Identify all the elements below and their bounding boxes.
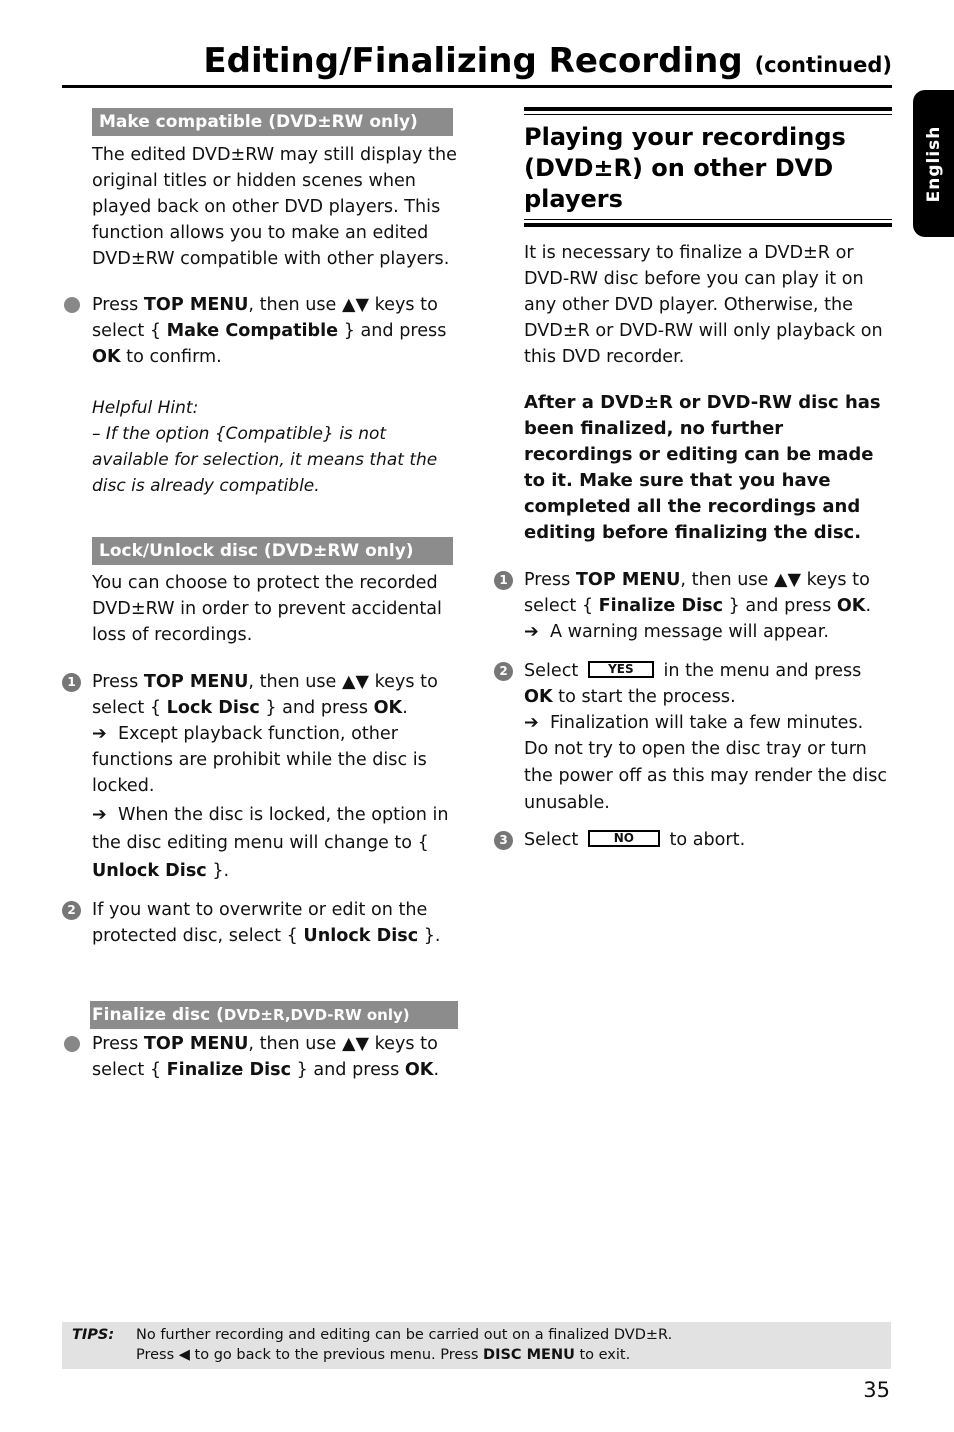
no-button-graphic: NO xyxy=(588,830,660,847)
section-heading-lock-unlock: Lock/Unlock disc (DVD±RW only) xyxy=(92,537,453,565)
language-tab: English xyxy=(913,90,954,237)
bullet-icon xyxy=(64,1036,80,1052)
step-number-3-icon: 3 xyxy=(494,831,513,850)
arrow-right-icon: ➔ xyxy=(524,713,539,733)
finalize-step-1-note: ➔ A warning message will appear. xyxy=(524,619,892,645)
finalize-step-3: 3 Select NO to abort. xyxy=(494,827,892,853)
lock-step-2: 2 If you want to overwrite or edit on the protected disc, select { Unlock Disc }. xyxy=(62,897,462,949)
step-number-2-icon: 2 xyxy=(494,662,513,681)
step-number-1-icon: 1 xyxy=(62,673,81,692)
page-title: Editing/Finalizing Recording (continued) xyxy=(203,41,892,81)
finalize-step-2-note: ➔ Finalization will take a few minutes. xyxy=(524,710,892,736)
arrow-right-icon: ➔ xyxy=(92,724,107,744)
tips-box xyxy=(62,1322,891,1369)
heading-rule-bottom-thin xyxy=(524,219,892,220)
lock-step-1-note-1: ➔ Except playback function, other functions are prohibit while the disc is locked. xyxy=(92,721,462,799)
finalize-step-2-warning: Do not try to open the disc tray or turn the power off as this may render the disc unusable. xyxy=(524,739,888,813)
continued-label: (continued) xyxy=(754,53,892,77)
title-divider xyxy=(62,85,892,88)
right-column xyxy=(494,105,892,853)
section-heading-finalize-disc: Finalize disc (DVD±R,DVD-RW only) xyxy=(90,1001,458,1029)
helpful-hint-title: Helpful Hint: xyxy=(92,398,199,418)
finalize-warning: After a DVD±R or DVD-RW disc has been finalized, no further recordings or editing can be made to it. Make sure that you have completed all the recordings and editing before finalizing the disc. xyxy=(524,392,881,543)
tips-line-2: Press ◀ to go back to the previous menu. Press DISC MENU to exit. xyxy=(136,1347,631,1363)
make-compatible-description: The edited DVD±RW may still display the original titles or hidden scenes when played back on other DVD players. This function allows you to make an edited DVD±RW compatible with other players. xyxy=(92,145,457,269)
bullet-icon xyxy=(64,297,80,313)
yes-button-graphic: YES xyxy=(588,661,654,678)
lock-step-1-note-2: ➔ When the disc is locked, the option in the disc editing menu will change to { Unlock Disc }. xyxy=(92,801,462,885)
helpful-hint xyxy=(92,395,462,499)
arrow-right-icon: ➔ xyxy=(524,622,539,642)
tips-label: TIPS: xyxy=(72,1327,115,1343)
heading-rule-top-thin xyxy=(524,114,892,115)
left-column xyxy=(62,108,462,1083)
lock-unlock-description: You can choose to protect the recorded DVD±RW in order to prevent accidental loss of recordings. xyxy=(92,573,442,645)
helpful-hint-text: – If the option {Compatible} is not available for selection, it means that the disc is already compatible. xyxy=(92,424,438,496)
finalize-step-2: 2 Select YES in the menu and press OK to start the process. ➔ Finalization will take a few minutes. Do not try to open the disc tray or turn the power off as this may render the disc unusable. xyxy=(494,658,892,817)
heading-rule-top xyxy=(524,107,892,111)
right-section-heading: Playing your recordings (DVD±R) on other DVD players xyxy=(524,123,846,213)
section-heading-make-compatible: Make compatible (DVD±RW only) xyxy=(92,108,453,136)
make-compatible-step: Press TOP MENU, then use ▲▼ keys to select { Make Compatible } and press OK to confirm. xyxy=(62,292,462,370)
tips-text xyxy=(136,1325,672,1365)
lock-step-1: 1 Press TOP MENU, then use ▲▼ keys to select { Lock Disc } and press OK. ➔ Except playback function, other functions are prohibit while the disc is locked. ➔ When the disc is locked, the option in the disc editing menu will change to { Unlock Disc }. xyxy=(62,669,462,885)
heading-rule-bottom xyxy=(524,223,892,227)
right-description: It is necessary to finalize a DVD±R or DVD-RW disc before you can play it on any other DVD player. Otherwise, the DVD±R or DVD-RW will only playback on this DVD recorder. xyxy=(524,243,883,367)
page-number: 35 xyxy=(863,1378,890,1402)
tips-line-1: No further recording and editing can be carried out on a finalized DVD±R. xyxy=(136,1327,673,1343)
right-heading-block xyxy=(524,107,892,115)
arrow-right-icon: ➔ xyxy=(92,805,107,825)
step-number-2-icon: 2 xyxy=(62,901,81,920)
finalize-step: Press TOP MENU, then use ▲▼ keys to select { Finalize Disc } and press OK. xyxy=(62,1031,462,1083)
finalize-step-1: 1 Press TOP MENU, then use ▲▼ keys to select { Finalize Disc } and press OK. ➔ A warning message will appear. xyxy=(494,567,892,645)
step-number-1-icon: 1 xyxy=(494,571,513,590)
